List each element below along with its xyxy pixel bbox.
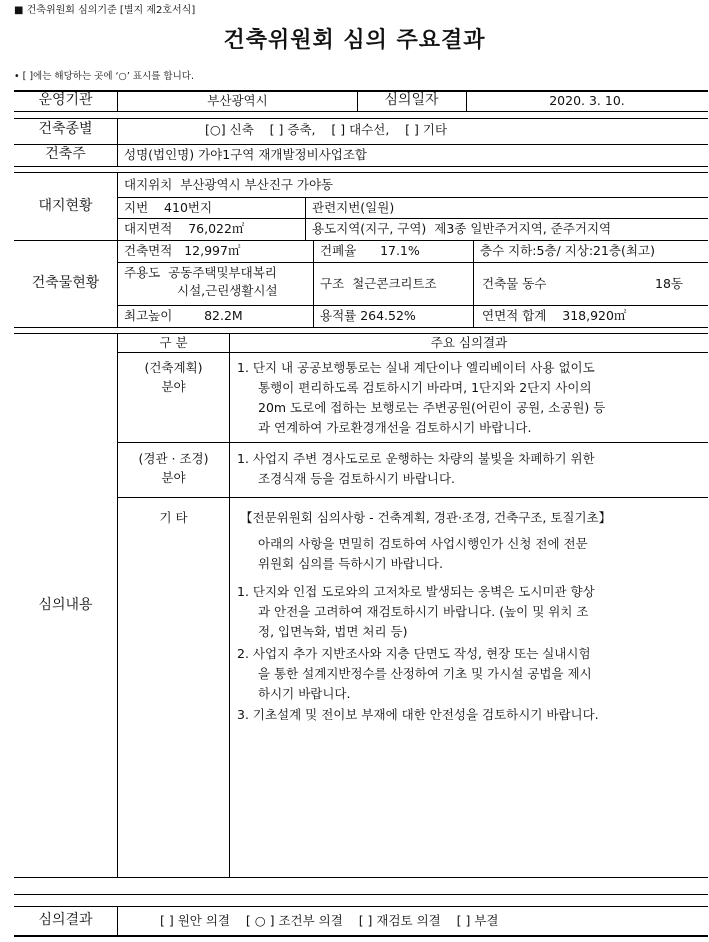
building-use-line2: 시설,근린생활시설 [177,283,278,298]
site-label: 대지현황 [38,198,93,214]
rule [14,172,708,173]
review-label: 심의내용 [38,597,93,613]
rule [14,906,708,907]
landscape-item-line: 조경식재 등을 검토하시기 바랍니다. [258,471,456,486]
instruction-note: • [ ]에는 해당하는 곳에 ‘○’ 표시를 합니다. [14,71,194,82]
site-area: 대지면적 76,022㎡ [124,221,245,236]
org-label: 운영기관 [38,92,93,108]
landscape-category: (경관 · 조경) [138,451,209,466]
site-location: 대지위치 부산광역시 부산진구 가야동 [124,177,334,192]
building-total-area: 연면적 합계 318,920㎡ [482,308,627,323]
rule [14,118,708,119]
building-far: 용적률 264.52% [320,308,416,323]
rule [118,262,708,263]
plan-item-line: 1. 단지 내 공공보행통로는 실내 계단이나 엘리베이터 사용 없이도 [237,360,595,375]
rule [313,240,314,327]
plan-item-line: 과 연계하여 가로환경개선을 검토하시기 바랍니다. [258,420,532,435]
site-lot: 지번 410번지 [124,200,213,215]
rule [118,218,708,219]
etc-item-line: 을 통한 설계지반정수를 산정하여 기초 및 가시설 공법을 제시 [258,666,592,681]
date-label: 심의일자 [384,92,439,108]
rule [118,442,708,443]
etc-heading: 【전문위원회 심의사항 - 건축계획, 경관·조경, 건축구조, 토질기초】 [240,510,612,525]
etc-item-line: 과 안전을 고려하여 재검토하시기 바랍니다. (높이 및 위치 조 [258,604,589,619]
rule [118,497,708,498]
rule [305,197,306,240]
rule [117,906,118,935]
building-count-label: 건축물 동수 [482,276,547,291]
etc-item-line: 2. 사업지 추가 지반조사와 지층 단면도 작성, 현장 또는 실내시험 [237,646,591,661]
rule [14,240,708,241]
rule [14,327,708,328]
form-reference: ■ 건축위원회 심의기준 [별지 제2호서식] [14,5,196,16]
rule [473,240,474,327]
etc-item-line: 하시기 바랍니다. [258,686,351,701]
plan-category: (건축계획) [144,360,203,375]
rule [14,894,708,895]
rule [229,333,230,877]
site-related-lot: 관련지번(일원) [312,200,395,215]
plan-item-line: 20m 도로에 접하는 보행로는 주변공원(어린이 공원, 소공원) 등 [258,400,606,415]
building-label: 건축물현황 [31,275,100,291]
etc-item-line: 1. 단지와 인접 도로와의 고저차로 발생되는 옹벽은 도시미관 향상 [237,584,595,599]
building-height: 최고높이 82.2M [124,308,243,323]
building-floors: 층수 지하:5층/ 지상:21층(최고) [480,243,655,258]
building-use-line1: 주용도 공동주택및부대복리 [124,265,277,280]
rule [14,166,708,167]
owner-value: 성명(법인명) 가야1구역 재개발정비사업조합 [124,147,368,162]
owner-label: 건축주 [45,146,86,162]
building-floor-area: 건축면적 12,997㎡ [124,243,241,258]
review-col-category: 구 분 [159,335,188,350]
rule [14,111,708,112]
org-value: 부산광역시 [207,93,268,108]
rule [14,877,708,878]
etc-intro-line: 아래의 사항을 면밀히 검토하여 사업시행인가 신청 전에 전문 [258,536,588,551]
landscape-item-line: 1. 사업지 주변 경사도로로 운행하는 차량의 불빛을 차폐하기 위한 [237,451,595,466]
building-structure: 구조 철근콘크리트조 [320,276,437,291]
rule [14,935,708,937]
result-label: 심의결과 [38,912,93,928]
building-coverage: 건폐율 17.1% [320,243,420,258]
plan-category-sub: 분야 [161,379,186,394]
rule [118,197,708,198]
date-value: 2020. 3. 10. [549,93,625,108]
etc-item-line: 정, 입면녹화, 법면 처리 등) [258,624,408,639]
rule [117,333,118,877]
rule [117,118,118,166]
rule [14,144,708,145]
plan-item-line: 통행이 편리하도록 검토하시기 바라며, 1단지와 2단지 사이의 [258,380,592,395]
etc-category: 기 타 [159,510,188,525]
rule [118,352,708,353]
rule [117,172,118,327]
rule [14,333,708,334]
rule [118,305,708,306]
type-label: 건축종별 [38,121,93,137]
landscape-category-sub: 분야 [161,470,186,485]
review-col-result: 주요 심의결과 [430,335,508,350]
type-options: [○] 신축 [ ] 증축, [ ] 대수선, [ ] 기타 [205,122,448,137]
result-options: [ ] 원안 의결 [ ○ ] 조건부 의결 [ ] 재검토 의결 [ ] 부결 [160,913,499,928]
building-count-value: 18동 [655,276,683,291]
etc-item-line: 3. 기초설계 및 전이보 부재에 대한 안전성을 검토하시기 바랍니다. [237,707,599,722]
document-title: 건축위원회 심의 주요결과 [223,28,486,53]
etc-intro-line: 위원회 심의를 득하시기 바랍니다. [258,556,443,571]
site-zone: 용도지역(지구, 구역) 제3종 일반주거지역, 준주거지역 [312,221,612,236]
